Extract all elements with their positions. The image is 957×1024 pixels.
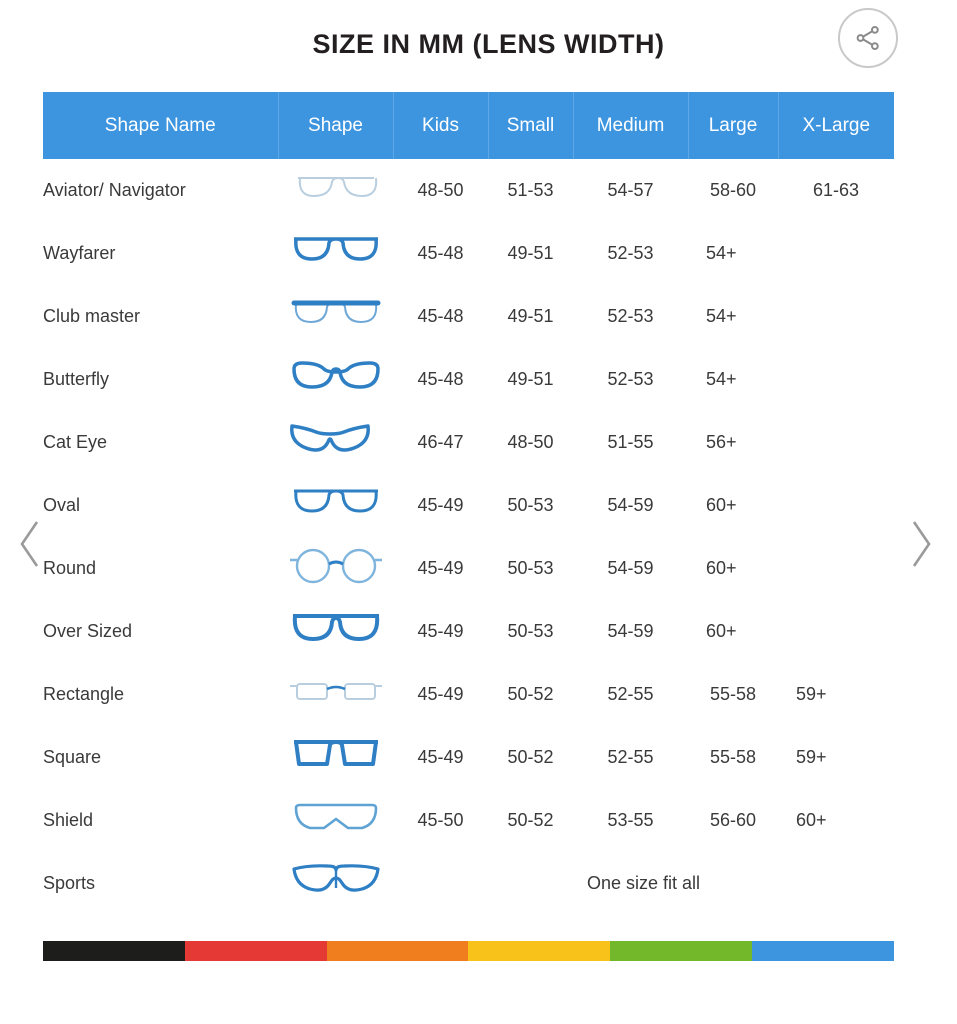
row-small: 50-52 — [488, 726, 573, 789]
table-row — [43, 285, 894, 348]
row-large: 60+ — [688, 600, 778, 663]
row-small: 50-53 — [488, 474, 573, 537]
column-header-xlarge: X-Large — [778, 92, 894, 159]
table-row — [43, 726, 894, 789]
row-medium: 52-53 — [573, 285, 688, 348]
row-shape — [278, 348, 393, 411]
row-name: Club master — [43, 285, 278, 348]
row-xlarge: 59+ — [778, 726, 894, 789]
row-name: Wayfarer — [43, 222, 278, 285]
row-name: Square — [43, 726, 278, 789]
share-button[interactable] — [838, 8, 898, 68]
row-medium: 54-59 — [573, 600, 688, 663]
row-xlarge — [778, 285, 894, 348]
column-header-kids: Kids — [393, 92, 488, 159]
table-row — [43, 222, 894, 285]
column-header-shape: Shape — [278, 92, 393, 159]
row-medium: 53-55 — [573, 789, 688, 852]
row-shape — [278, 474, 393, 537]
row-large: 56-60 — [688, 789, 778, 852]
row-medium: 54-59 — [573, 474, 688, 537]
row-small: 51-53 — [488, 159, 573, 222]
table-row — [43, 789, 894, 852]
row-name: Oval — [43, 474, 278, 537]
row-kids: 48-50 — [393, 159, 488, 222]
row-small: 49-51 — [488, 348, 573, 411]
row-xlarge — [778, 222, 894, 285]
table-row-sports — [43, 852, 894, 915]
color-swatch-yellow — [468, 941, 610, 961]
row-large: 55-58 — [688, 663, 778, 726]
color-swatch-red — [185, 941, 327, 961]
aviator-glasses-icon — [286, 166, 386, 210]
row-shape — [278, 663, 393, 726]
color-swatch-blue — [752, 941, 894, 961]
row-name: Round — [43, 537, 278, 600]
row-xlarge: 59+ — [778, 663, 894, 726]
row-medium: 51-55 — [573, 411, 688, 474]
row-large: 60+ — [688, 474, 778, 537]
row-kids: 45-50 — [393, 789, 488, 852]
row-small: 49-51 — [488, 222, 573, 285]
column-header-small: Small — [488, 92, 573, 159]
row-name: Cat Eye — [43, 411, 278, 474]
row-large: 54+ — [688, 285, 778, 348]
row-kids: 45-48 — [393, 222, 488, 285]
clubmaster-glasses-icon — [286, 292, 386, 336]
row-small: 48-50 — [488, 411, 573, 474]
row-large: 55-58 — [688, 726, 778, 789]
row-name: Rectangle — [43, 663, 278, 726]
row-large: 54+ — [688, 222, 778, 285]
row-large: 56+ — [688, 411, 778, 474]
oval-glasses-icon — [286, 481, 386, 525]
table-row — [43, 348, 894, 411]
row-large: 60+ — [688, 537, 778, 600]
table-row — [43, 411, 894, 474]
row-xlarge — [778, 348, 894, 411]
title-bar — [0, 0, 957, 88]
row-kids: 45-49 — [393, 726, 488, 789]
color-swatch-black — [43, 941, 185, 961]
column-header-medium: Medium — [573, 92, 688, 159]
row-medium: 52-53 — [573, 348, 688, 411]
row-small: 50-52 — [488, 789, 573, 852]
cateye-glasses-icon — [286, 418, 386, 462]
round-glasses-icon — [286, 544, 386, 588]
chevron-right-icon — [907, 518, 935, 570]
column-header-large: Large — [688, 92, 778, 159]
row-kids: 45-49 — [393, 600, 488, 663]
row-shape — [278, 285, 393, 348]
row-shape — [278, 411, 393, 474]
row-name: Butterfly — [43, 348, 278, 411]
table-row — [43, 663, 894, 726]
row-large: 58-60 — [688, 159, 778, 222]
table-row — [43, 537, 894, 600]
row-name: Aviator/ Navigator — [43, 159, 278, 222]
row-name: Over Sized — [43, 600, 278, 663]
column-header-shape-name: Shape Name — [43, 92, 278, 159]
row-shape — [278, 222, 393, 285]
row-large: 54+ — [688, 348, 778, 411]
row-small: 49-51 — [488, 285, 573, 348]
table-row — [43, 474, 894, 537]
share-icon — [853, 23, 883, 53]
row-medium: 54-57 — [573, 159, 688, 222]
butterfly-glasses-icon — [286, 355, 386, 399]
row-medium: 52-55 — [573, 663, 688, 726]
wayfarer-glasses-icon — [286, 229, 386, 273]
row-medium: 54-59 — [573, 537, 688, 600]
square-glasses-icon — [286, 733, 386, 777]
row-shape — [278, 726, 393, 789]
one-size-note: One size fit all — [393, 852, 894, 915]
row-kids: 45-49 — [393, 474, 488, 537]
page-title: SIZE IN MM (LENS WIDTH) — [312, 28, 665, 59]
row-xlarge: 61-63 — [778, 159, 894, 222]
shield-glasses-icon — [286, 796, 386, 840]
size-table-container — [43, 92, 894, 915]
row-xlarge — [778, 411, 894, 474]
row-small: 50-52 — [488, 663, 573, 726]
color-strip — [43, 941, 894, 961]
row-xlarge: 60+ — [778, 789, 894, 852]
row-medium: 52-53 — [573, 222, 688, 285]
table-header-row — [43, 92, 894, 159]
size-table — [43, 92, 894, 915]
row-kids: 45-48 — [393, 285, 488, 348]
row-xlarge — [778, 474, 894, 537]
bottom-space — [0, 961, 957, 1024]
table-row — [43, 600, 894, 663]
row-shape — [278, 159, 393, 222]
row-medium: 52-55 — [573, 726, 688, 789]
row-shape — [278, 537, 393, 600]
row-name: Sports — [43, 852, 278, 915]
row-xlarge — [778, 537, 894, 600]
row-kids: 45-49 — [393, 537, 488, 600]
row-shape — [278, 852, 393, 915]
row-xlarge — [778, 600, 894, 663]
color-swatch-green — [610, 941, 752, 961]
row-small: 50-53 — [488, 537, 573, 600]
row-name: Shield — [43, 789, 278, 852]
sports-glasses-icon — [286, 859, 386, 903]
row-kids: 46-47 — [393, 411, 488, 474]
color-swatch-orange — [327, 941, 469, 961]
row-shape — [278, 600, 393, 663]
next-arrow-button[interactable] — [901, 515, 941, 573]
rectangle-glasses-icon — [286, 670, 386, 714]
row-kids: 45-49 — [393, 663, 488, 726]
table-row — [43, 159, 894, 222]
row-kids: 45-48 — [393, 348, 488, 411]
row-small: 50-53 — [488, 600, 573, 663]
chevron-left-icon — [16, 518, 44, 570]
oversized-glasses-icon — [286, 607, 386, 651]
row-shape — [278, 789, 393, 852]
